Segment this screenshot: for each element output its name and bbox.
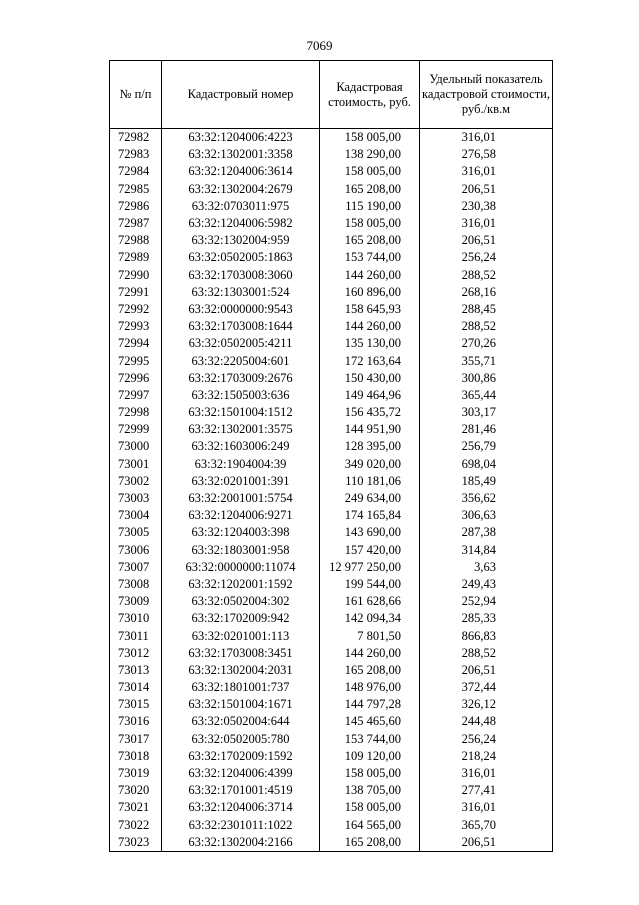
cadastral-number: 63:32:0502005:1863 [162, 249, 320, 266]
table-row [110, 421, 553, 438]
cadastral-value: 143 690,00 [320, 524, 420, 541]
table-row [110, 215, 553, 232]
cadastral-number: 63:32:1204006:4399 [162, 765, 320, 782]
specific-value: 256,24 [420, 731, 553, 748]
table-row [110, 524, 553, 541]
table-row [110, 799, 553, 816]
cadastral-value: 142 094,34 [320, 610, 420, 627]
row-number: 72994 [110, 335, 162, 352]
cadastral-value: 158 005,00 [320, 163, 420, 180]
specific-value: 355,71 [420, 352, 553, 369]
specific-value: 288,52 [420, 318, 553, 335]
cadastral-value: 148 976,00 [320, 679, 420, 696]
specific-value: 326,12 [420, 696, 553, 713]
cadastral-number: 63:32:1702009:942 [162, 610, 320, 627]
cadastral-number: 63:32:1702009:1592 [162, 748, 320, 765]
specific-value: 303,17 [420, 404, 553, 421]
specific-value: 287,38 [420, 524, 553, 541]
table-row [110, 284, 553, 301]
header-row [110, 61, 553, 129]
cadastral-value: 158 005,00 [320, 799, 420, 816]
row-number: 73002 [110, 473, 162, 490]
table-row [110, 679, 553, 696]
cadastral-number: 63:32:0201001:113 [162, 627, 320, 644]
table-row [110, 335, 553, 352]
specific-value: 316,01 [420, 215, 553, 232]
table-row [110, 301, 553, 318]
cadastral-value: 157 420,00 [320, 542, 420, 559]
cadastral-number: 63:32:1703009:2676 [162, 370, 320, 387]
row-number: 73003 [110, 490, 162, 507]
cadastral-number: 63:32:0502004:302 [162, 593, 320, 610]
cadastral-value: 115 190,00 [320, 198, 420, 215]
cadastral-number: 63:32:1202001:1592 [162, 576, 320, 593]
row-number: 72983 [110, 146, 162, 163]
row-number: 72998 [110, 404, 162, 421]
row-number: 73016 [110, 713, 162, 730]
row-number: 72993 [110, 318, 162, 335]
header-cadastral-number: Кадастровый номер [162, 61, 320, 129]
cadastral-number: 63:32:1302001:3358 [162, 146, 320, 163]
specific-value: 281,46 [420, 421, 553, 438]
table-row [110, 404, 553, 421]
specific-value: 698,04 [420, 456, 553, 473]
cadastral-value: 153 744,00 [320, 249, 420, 266]
specific-value: 185,49 [420, 473, 553, 490]
table-row [110, 731, 553, 748]
cadastral-value: 144 951,90 [320, 421, 420, 438]
row-number: 73007 [110, 559, 162, 576]
table-row [110, 645, 553, 662]
specific-value: 356,62 [420, 490, 553, 507]
row-number: 72995 [110, 352, 162, 369]
specific-value: 316,01 [420, 163, 553, 180]
table-row [110, 593, 553, 610]
row-number: 73022 [110, 817, 162, 834]
cadastral-value: 144 260,00 [320, 645, 420, 662]
cadastral-value: 349 020,00 [320, 456, 420, 473]
specific-value: 244,48 [420, 713, 553, 730]
specific-value: 270,26 [420, 335, 553, 352]
table-row [110, 370, 553, 387]
row-number: 73014 [110, 679, 162, 696]
cadastral-value: 138 705,00 [320, 782, 420, 799]
specific-value: 206,51 [420, 834, 553, 852]
header-cadastral-value: Кадастровая стоимость, руб. [320, 61, 420, 129]
row-number: 73013 [110, 662, 162, 679]
row-number: 73006 [110, 542, 162, 559]
cadastral-number: 63:32:1204006:4223 [162, 129, 320, 147]
cadastral-number: 63:32:1505003:636 [162, 387, 320, 404]
cadastral-number: 63:32:1703008:3060 [162, 267, 320, 284]
table-row [110, 610, 553, 627]
cadastral-value: 12 977 250,00 [320, 559, 420, 576]
row-number: 72989 [110, 249, 162, 266]
table-row [110, 232, 553, 249]
table-row [110, 490, 553, 507]
cadastral-number: 63:32:0502004:644 [162, 713, 320, 730]
table-row [110, 181, 553, 198]
table-row [110, 129, 553, 147]
row-number: 73005 [110, 524, 162, 541]
cadastral-number: 63:32:2301011:1022 [162, 817, 320, 834]
cadastral-value: 158 005,00 [320, 215, 420, 232]
specific-value: 288,45 [420, 301, 553, 318]
specific-value: 206,51 [420, 181, 553, 198]
specific-value: 230,38 [420, 198, 553, 215]
cadastral-number: 63:32:1501004:1512 [162, 404, 320, 421]
specific-value: 268,16 [420, 284, 553, 301]
cadastral-number: 63:32:0000000:9543 [162, 301, 320, 318]
cadastral-number: 63:32:0502005:780 [162, 731, 320, 748]
cadastral-value: 7 801,50 [320, 627, 420, 644]
table-row [110, 765, 553, 782]
cadastral-number: 63:32:1801001:737 [162, 679, 320, 696]
row-number: 72986 [110, 198, 162, 215]
cadastral-value: 158 645,93 [320, 301, 420, 318]
cadastral-table [109, 60, 553, 852]
row-number: 73001 [110, 456, 162, 473]
cadastral-number: 63:32:1302004:2679 [162, 181, 320, 198]
cadastral-value: 149 464,96 [320, 387, 420, 404]
row-number: 72987 [110, 215, 162, 232]
specific-value: 288,52 [420, 645, 553, 662]
cadastral-number: 63:32:1501004:1671 [162, 696, 320, 713]
cadastral-value: 164 565,00 [320, 817, 420, 834]
cadastral-value: 165 208,00 [320, 834, 420, 852]
table-row [110, 163, 553, 180]
cadastral-value: 138 290,00 [320, 146, 420, 163]
table-row [110, 249, 553, 266]
cadastral-number: 63:32:1204006:5982 [162, 215, 320, 232]
row-number: 73009 [110, 593, 162, 610]
table-row [110, 748, 553, 765]
specific-value: 306,63 [420, 507, 553, 524]
table-row [110, 318, 553, 335]
specific-value: 866,83 [420, 627, 553, 644]
row-number: 73011 [110, 627, 162, 644]
cadastral-value: 249 634,00 [320, 490, 420, 507]
cadastral-value: 165 208,00 [320, 232, 420, 249]
row-number: 72990 [110, 267, 162, 284]
cadastral-number: 63:32:1302004:2166 [162, 834, 320, 852]
specific-value: 288,52 [420, 267, 553, 284]
cadastral-number: 63:32:1803001:958 [162, 542, 320, 559]
cadastral-number: 63:32:1302004:2031 [162, 662, 320, 679]
specific-value: 3,63 [420, 559, 553, 576]
row-number: 73019 [110, 765, 162, 782]
table-row [110, 834, 553, 852]
specific-value: 316,01 [420, 765, 553, 782]
table-row [110, 267, 553, 284]
specific-value: 277,41 [420, 782, 553, 799]
header-row-number: № п/п [110, 61, 162, 129]
row-number: 73018 [110, 748, 162, 765]
cadastral-number: 63:32:1204003:398 [162, 524, 320, 541]
table-body [110, 129, 553, 852]
row-number: 72992 [110, 301, 162, 318]
row-number: 73004 [110, 507, 162, 524]
cadastral-value: 199 544,00 [320, 576, 420, 593]
table-row [110, 473, 553, 490]
cadastral-value: 128 395,00 [320, 438, 420, 455]
specific-value: 252,94 [420, 593, 553, 610]
table-row [110, 817, 553, 834]
table-row [110, 559, 553, 576]
specific-value: 276,58 [420, 146, 553, 163]
cadastral-number: 63:32:1303001:524 [162, 284, 320, 301]
row-number: 72988 [110, 232, 162, 249]
cadastral-value: 174 165,84 [320, 507, 420, 524]
cadastral-number: 63:32:1204006:3714 [162, 799, 320, 816]
specific-value: 316,01 [420, 129, 553, 147]
table-row [110, 438, 553, 455]
cadastral-value: 156 435,72 [320, 404, 420, 421]
specific-value: 372,44 [420, 679, 553, 696]
row-number: 73000 [110, 438, 162, 455]
row-number: 73008 [110, 576, 162, 593]
cadastral-value: 161 628,66 [320, 593, 420, 610]
cadastral-value: 110 181,06 [320, 473, 420, 490]
cadastral-number: 63:32:1302001:3575 [162, 421, 320, 438]
cadastral-number: 63:32:0000000:11074 [162, 559, 320, 576]
specific-value: 316,01 [420, 799, 553, 816]
table-row [110, 713, 553, 730]
table-row [110, 542, 553, 559]
cadastral-value: 109 120,00 [320, 748, 420, 765]
cadastral-number: 63:32:1204006:3614 [162, 163, 320, 180]
cadastral-number: 63:32:1904004:39 [162, 456, 320, 473]
specific-value: 314,84 [420, 542, 553, 559]
row-number: 72999 [110, 421, 162, 438]
table-header [110, 61, 553, 129]
row-number: 72997 [110, 387, 162, 404]
table-row [110, 198, 553, 215]
specific-value: 218,24 [420, 748, 553, 765]
cadastral-number: 63:32:1701001:4519 [162, 782, 320, 799]
specific-value: 256,79 [420, 438, 553, 455]
row-number: 73010 [110, 610, 162, 627]
table-row [110, 387, 553, 404]
table-row [110, 507, 553, 524]
cadastral-value: 144 260,00 [320, 318, 420, 335]
specific-value: 285,33 [420, 610, 553, 627]
row-number: 73012 [110, 645, 162, 662]
cadastral-number: 63:32:0502005:4211 [162, 335, 320, 352]
row-number: 72982 [110, 129, 162, 147]
cadastral-number: 63:32:1204006:9271 [162, 507, 320, 524]
row-number: 73021 [110, 799, 162, 816]
table-row [110, 456, 553, 473]
cadastral-value: 150 430,00 [320, 370, 420, 387]
row-number: 73020 [110, 782, 162, 799]
cadastral-number: 63:32:1302004:959 [162, 232, 320, 249]
cadastral-value: 144 797,28 [320, 696, 420, 713]
cadastral-value: 158 005,00 [320, 129, 420, 147]
page-number: 7069 [306, 38, 333, 53]
specific-value: 300,86 [420, 370, 553, 387]
cadastral-value: 172 163,64 [320, 352, 420, 369]
cadastral-value: 160 896,00 [320, 284, 420, 301]
cadastral-number: 63:32:2001001:5754 [162, 490, 320, 507]
row-number: 72996 [110, 370, 162, 387]
row-number: 72991 [110, 284, 162, 301]
cadastral-value: 145 465,60 [320, 713, 420, 730]
specific-value: 365,70 [420, 817, 553, 834]
cadastral-number: 63:32:1703008:1644 [162, 318, 320, 335]
specific-value: 206,51 [420, 662, 553, 679]
row-number: 73023 [110, 834, 162, 852]
header-specific-value: Удельный показатель кадастровой стоимости, руб./кв.м [420, 61, 553, 129]
row-number: 72985 [110, 181, 162, 198]
table-row [110, 352, 553, 369]
table-row [110, 782, 553, 799]
specific-value: 256,24 [420, 249, 553, 266]
cadastral-value: 165 208,00 [320, 181, 420, 198]
cadastral-number: 63:32:0201001:391 [162, 473, 320, 490]
row-number: 73017 [110, 731, 162, 748]
table-row [110, 662, 553, 679]
cadastral-value: 144 260,00 [320, 267, 420, 284]
table-row [110, 627, 553, 644]
cadastral-number: 63:32:0703011:975 [162, 198, 320, 215]
specific-value: 249,43 [420, 576, 553, 593]
cadastral-value: 153 744,00 [320, 731, 420, 748]
specific-value: 365,44 [420, 387, 553, 404]
table-row [110, 576, 553, 593]
row-number: 72984 [110, 163, 162, 180]
cadastral-number: 63:32:1603006:249 [162, 438, 320, 455]
cadastral-value: 165 208,00 [320, 662, 420, 679]
table-row [110, 146, 553, 163]
cadastral-number: 63:32:2205004:601 [162, 352, 320, 369]
cadastral-number: 63:32:1703008:3451 [162, 645, 320, 662]
specific-value: 206,51 [420, 232, 553, 249]
cadastral-value: 158 005,00 [320, 765, 420, 782]
cadastral-value: 135 130,00 [320, 335, 420, 352]
row-number: 73015 [110, 696, 162, 713]
table-row [110, 696, 553, 713]
